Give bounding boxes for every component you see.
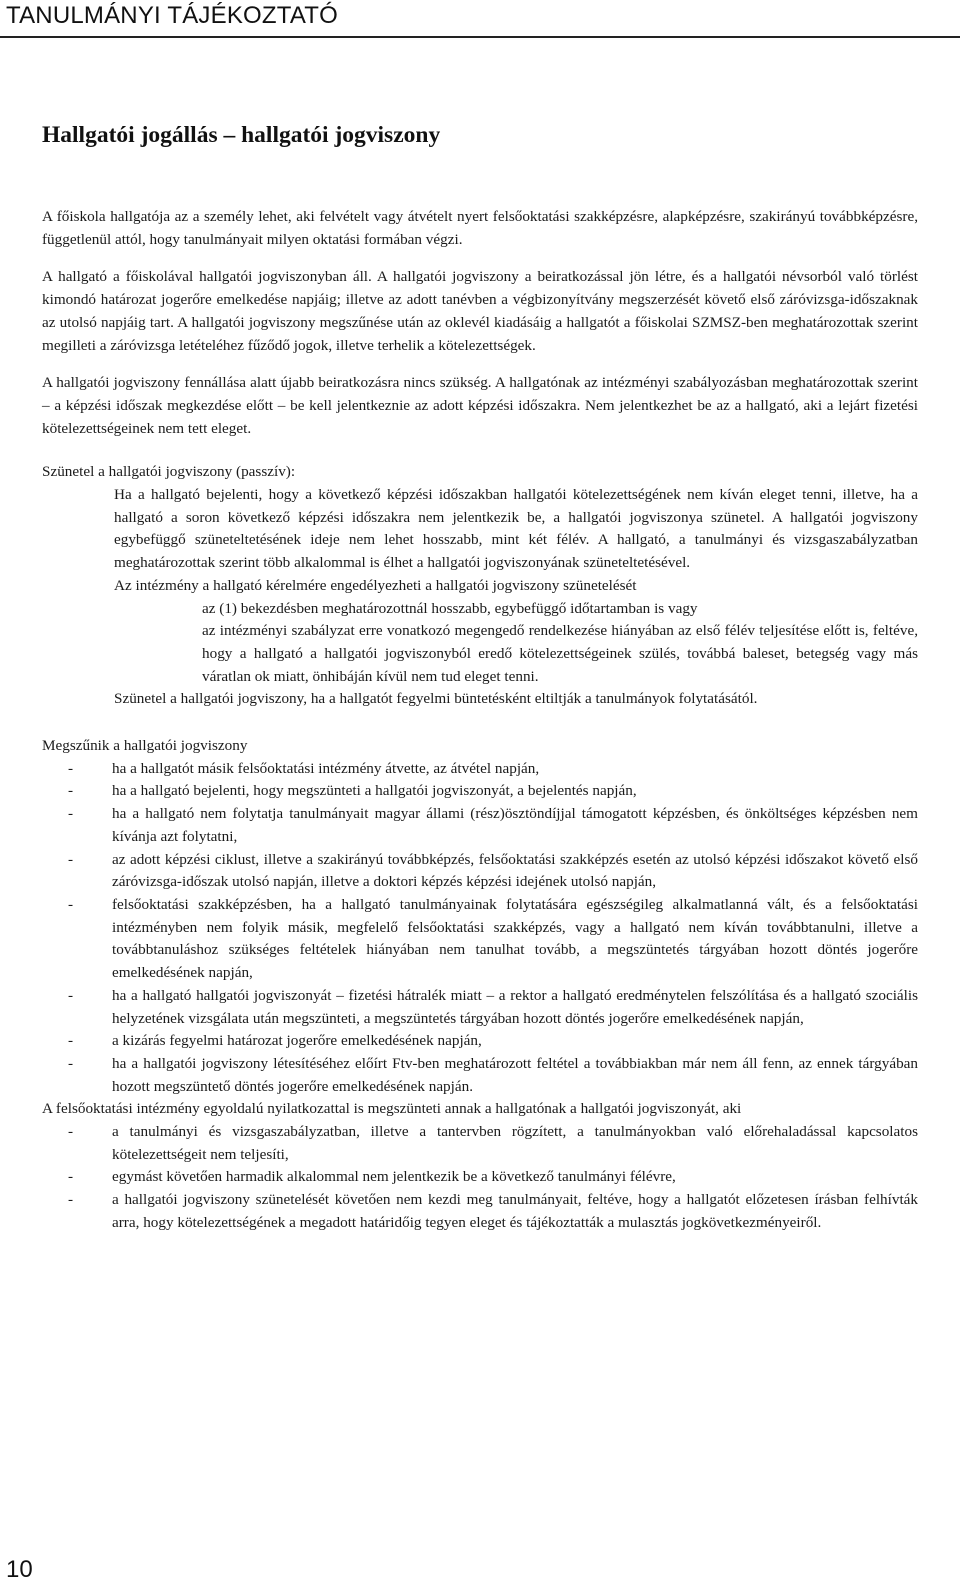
list-item-text: ha a hallgatói jogviszony létesítéséhez előírt Ftv-ben meghatározott feltétel a továbbiakban már nem áll fenn, az ennek tárgyában hozott megszüntető döntés jogerőre emelkedésének napján. [112, 1054, 918, 1095]
list-item-text: egymást követően harmadik alkalommal nem jelentkezik be a következő tanulmányi félévre, [112, 1168, 676, 1186]
suspension-paragraph-3: Szünetel a hallgatói jogviszony, ha a hallgatót fegyelmi büntetésként eltiltják a tanulmányok folytatásától. [114, 690, 758, 708]
suspension-sub-item-2: az intézményi szabályzat erre vonatkozó megengedő rendelkezése hiányában az első félév teljesítése előtt is, feltéve, hogy a hallgató a hallgatói jogviszonyból eredő kötelezettségeinek szülés, továbbá baleset, betegség vagy más váratlan ok miatt, önhibáján kívül nem tud eleget tenni. [202, 622, 918, 685]
header-rule [0, 36, 960, 38]
suspension-paragraph-2: Az intézmény a hallgató kérelmére engedélyezheti a hallgatói jogviszony szünetelését [114, 576, 637, 594]
list-item [42, 1030, 918, 1053]
dash-bullet: - [68, 1191, 74, 1209]
running-header: TANULMÁNYI TÁJÉKOZTATÓ [6, 2, 338, 29]
dash-bullet: - [68, 1032, 74, 1050]
intro-paragraph-1: A főiskola hallgatója az a személy lehet, aki felvételt vagy átvételt nyert felsőoktatási szakképzésre, alapképzésre, szakirányú továbbképzésre, függetlenül attól, hogy tanulmányait milyen oktatási formában végzi. [42, 208, 918, 248]
list-item-text: felsőoktatási szakképzésben, ha a hallgató tanulmányainak folytatására egészségileg alkalmatlanná vált, és a felsőoktatási intézményben nem folyik másik, megfelelő felsőoktatási szakképzés, vagy a hallgató nem kíván továbbtanulni, illetve a továbbtanuláshoz szükséges feltételek hiányában nem tanulhat tovább, a megszüntetés tárgyában hozott döntés jogerőre emelkedésének napján, [112, 895, 918, 982]
suspension-heading: Szünetel a hallgatói jogviszony (passzív): [42, 463, 296, 481]
list-item-text: a hallgatói jogviszony szünetelését követően nem kezdi meg tanulmányait, feltéve, hogy a hallgatót előzetesen írásban felhívták arra, hogy kötelezettségének a megadott határidőig tegyen eleget és tájékoztatták a mulasztás jogkövetkezményeiről. [112, 1191, 918, 1231]
dash-bullet: - [68, 1054, 74, 1072]
termination-list [42, 758, 918, 1099]
dash-bullet: - [68, 850, 74, 868]
intro-paragraph-2: A hallgató a főiskolával hallgatói jogviszonyban áll. A hallgatói jogviszony a beiratkozással jön létre, és a hallgatói névsorból való törlést kimondó határozat jogerőre emelkedése napjáig; illetve az adott tanévben a végbizonyítvány megszerzését követő első záróvizsga-időszaknak az utolsó napjáig tart. A hallgatói jogviszony megszűnése után az oklevél kiadásáig a hallgatót a főiskolai SZMSZ-ben meghatározottak szerint megilleti a záróvizsga letételéhez fűződő jogok, illetve terhelik a kötelezettségek. [42, 268, 918, 354]
intro-paragraph-3: A hallgatói jogviszony fennállása alatt újabb beiratkozásra nincs szükség. A hallgatónak az intézményi szabályozásban meghatározottak szerint – a képzési időszak megkezdése előtt – be kell jelentkeznie az adott képzési időszakra. Nem jelentkezhet be az a hallgató, aki a lejárt fizetési kötelezettségeinek nem tett eleget. [42, 374, 918, 437]
list-item-text: ha a hallgató nem folytatja tanulmányait magyar állami (rész)ösztöndíjjal támogatott képzésben, és önköltséges képzésben nem kívánja azt folytatni, [112, 805, 918, 845]
list-item [42, 1121, 918, 1166]
suspension-paragraph-1: Ha a hallgató bejelenti, hogy a következő képzési időszakban hallgatói kötelezettségének nem kíván eleget tenni, illetve, ha a hallgató a soron következő képzési időszakra nem jelentkezik be, a hallgatói jogviszonya szünetel. A hallgatói jogviszony egybefüggő szüneteltetésének ideje nem lehet hosszabb, mint két félév. A hallgató, a tanulmányi és vizsgaszabályzatban meghatározottak szerint több alkalommal is élhet a hallgatói jogviszonyának szüneteltetésével. [114, 486, 918, 572]
list-item [42, 985, 918, 1030]
dash-bullet: - [68, 805, 74, 823]
list-item-text: az adott képzési ciklust, illetve a szakirányú továbbképzés, felsőoktatási szakképzés esetén az utolsó képzési időszakot követő első záróvizsga-időszak utolsó napján, illetve a doktori képzés képzési idejének utolsó napján, [112, 850, 918, 891]
document-body [42, 206, 918, 1235]
list-item-text: a tanulmányi és vizsgaszabályzatban, illetve a tantervben rögzített, a tanulmányokban való előrehaladással kapcsolatos kötelezettségeit nem teljesíti, [112, 1123, 918, 1163]
dash-bullet: - [68, 895, 74, 913]
dash-bullet: - [68, 1168, 74, 1186]
list-item [42, 849, 918, 894]
unilateral-intro: A felsőoktatási intézmény egyoldalú nyilatkozattal is megszünteti annak a hallgatónak a hallgatói jogviszonyát, aki [42, 1100, 742, 1118]
dash-bullet: - [68, 759, 74, 777]
list-item [42, 1189, 918, 1234]
list-item-text: ha a hallgató bejelenti, hogy megszünteti a hallgatói jogviszonyát, a bejelentés napján, [112, 782, 637, 800]
page-title: Hallgatói jogállás – hallgatói jogviszony [42, 122, 441, 148]
termination-heading: Megszűnik a hallgatói jogviszony [42, 737, 248, 755]
list-item-text: ha a hallgató hallgatói jogviszonyát – fizetési hátralék miatt – a rektor a hallgató eredménytelen felszólítása és a hallgató szociális helyzetének vizsgálata után megszünteti, a megszüntetés tárgyában hozott döntés jogerőre emelkedésének napján, [112, 986, 918, 1027]
dash-bullet: - [68, 782, 74, 800]
list-item [42, 780, 918, 803]
unilateral-list [42, 1121, 918, 1235]
page-number: 10 [6, 1556, 33, 1583]
list-item [42, 1053, 918, 1098]
dash-bullet: - [68, 986, 74, 1004]
list-item [42, 894, 918, 985]
dash-bullet: - [68, 1123, 74, 1141]
list-item [42, 758, 918, 781]
list-item [42, 803, 918, 848]
list-item-text: ha a hallgatót másik felsőoktatási intézmény átvette, az átvétel napján, [112, 759, 540, 777]
suspension-sub-item-1: az (1) bekezdésben meghatározottnál hosszabb, egybefüggő időtartamban is vagy [202, 599, 698, 617]
list-item-text: a kizárás fegyelmi határozat jogerőre emelkedésének napján, [112, 1032, 482, 1050]
list-item [42, 1166, 918, 1189]
